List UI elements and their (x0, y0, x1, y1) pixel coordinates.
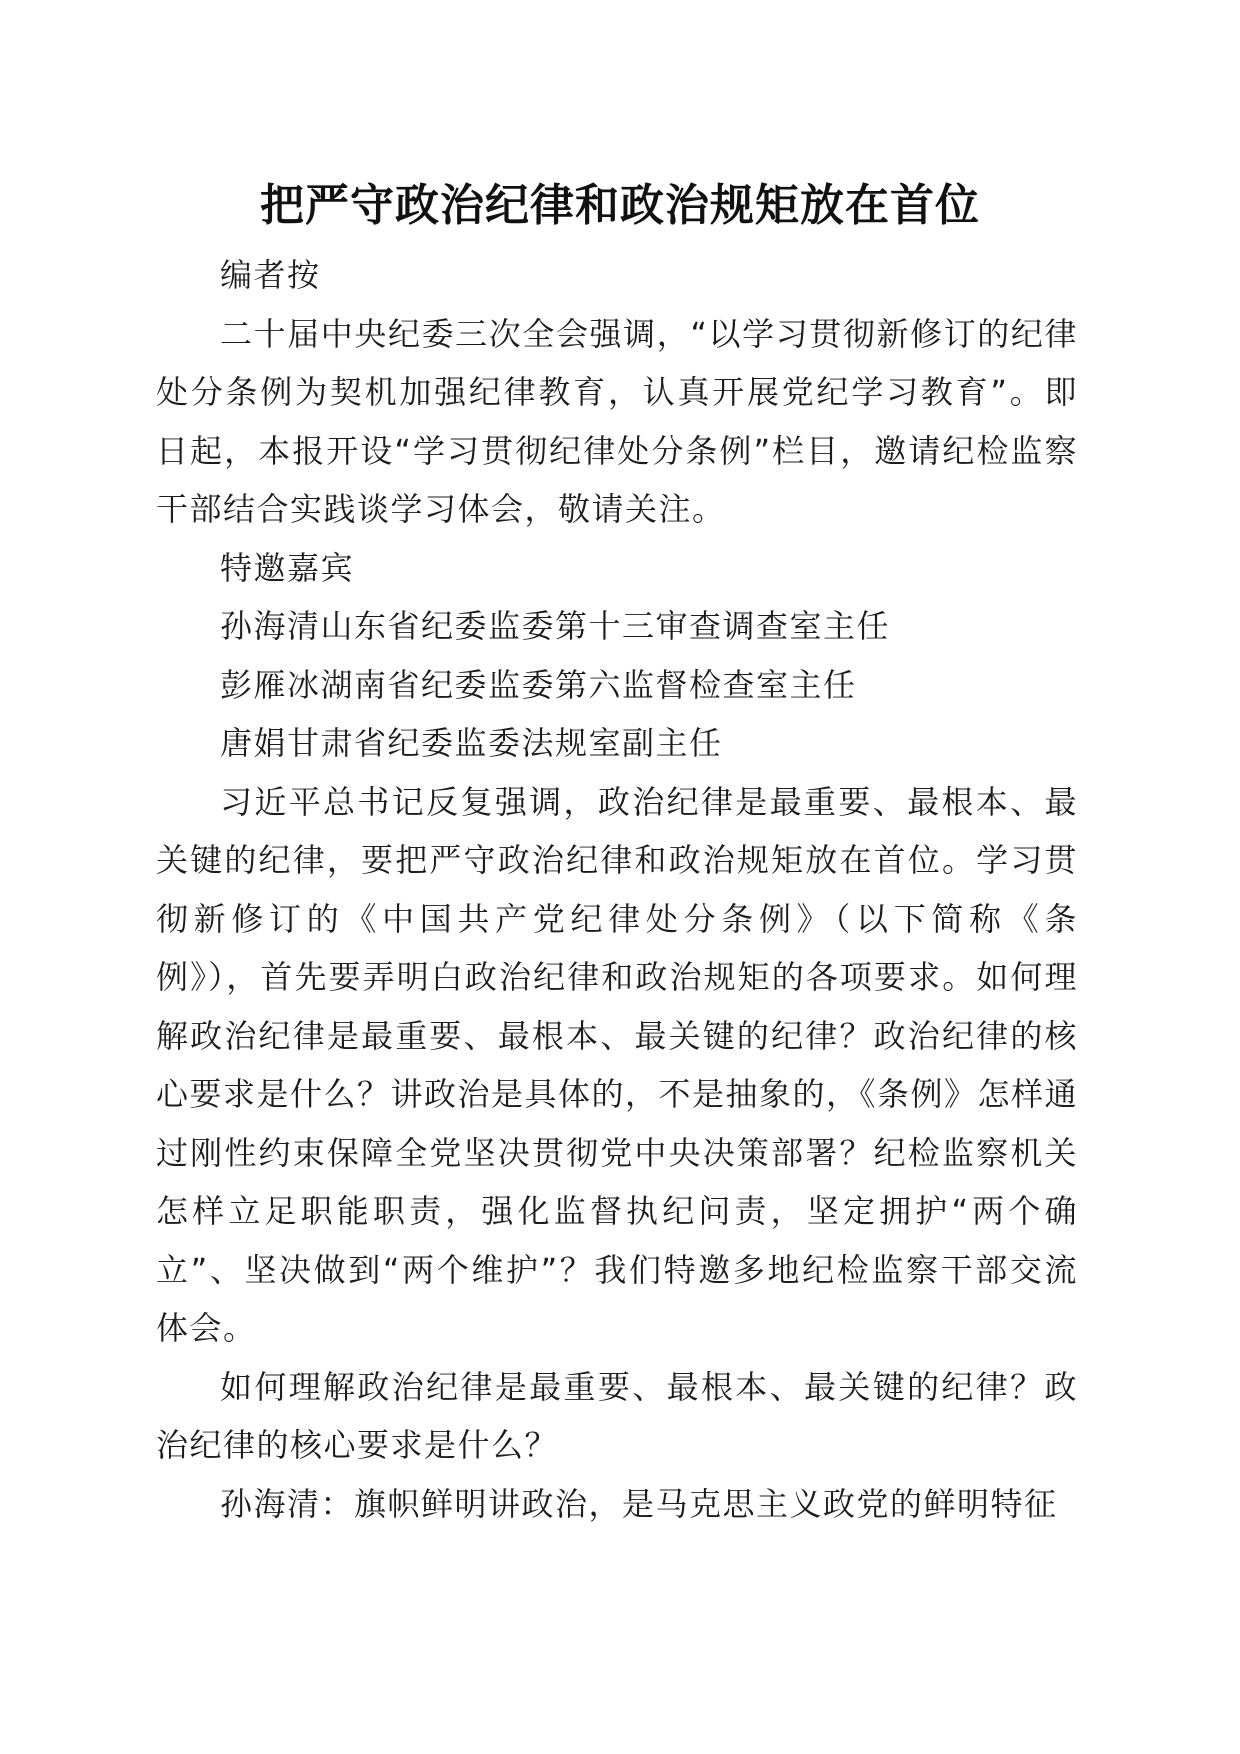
editor-note-heading: 编者按 (220, 256, 321, 294)
document-title: 把严守政治纪律和政治规矩放在首位 (260, 180, 980, 231)
guest-line: 孙海清山东省纪委监委第十三审查调查室主任 (220, 607, 891, 645)
guests-heading: 特邀嘉宾 (220, 548, 355, 587)
editor-note-paragraph: 二十届中央纪委三次全会强调，“以学习贯彻新修订的纪律处分条例为契机加强纪律教育，认真开展党纪学习教育”。即日起，本报开设“学习贯彻纪律处分条例”栏目，邀请纪检监察干部结合实践谈学习体会，敬请关注。 (156, 314, 1078, 528)
question-paragraph: 如何理解政治纪律是最重要、最根本、最关键的纪律？政治纪律的核心要求是什么？ (156, 1367, 1078, 1464)
guest-line: 唐娟甘肃省纪委监委法规室副主任 (220, 724, 723, 762)
document-body (156, 246, 1078, 1533)
answer-paragraph: 孙海清：旗帜鲜明讲政治，是马克思主义政党的鲜明特征 (220, 1484, 1058, 1523)
guest-line: 彭雁冰湖南省纪委监委第六监督检查室主任 (220, 665, 857, 704)
intro-paragraph: 习近平总书记反复强调，政治纪律是最重要、最根本、最关键的纪律，要把严守政治纪律和政治规矩放在首位。学习贯彻新修订的《中国共产党纪律处分条例》（以下简称《条例》），首先要弄明白政治纪律和政治规矩的各项要求。如何理解政治纪律是最重要、最根本、最关键的纪律？政治纪律的核心要求是什么？讲政治是具体的，不是抽象的，《条例》怎样通过刚性约束保障全党坚决贯彻党中央决策部署？纪检监察机关怎样立足职能职责，强化监督执纪问责，坚定拥护“两个确立”、坚决做到“两个维护”？我们特邀多地纪检监察干部交流体会。 (156, 782, 1079, 1347)
